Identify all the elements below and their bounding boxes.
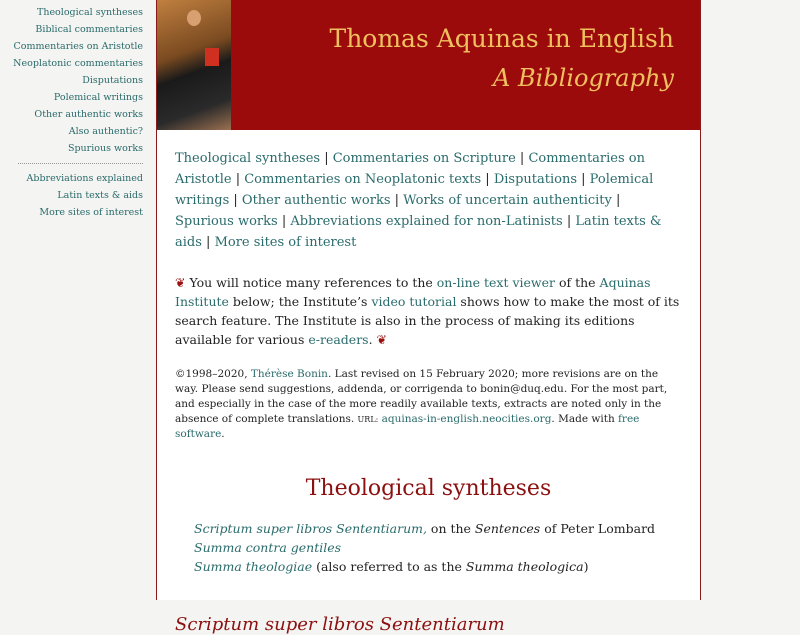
fleuron-icon: ❦: [376, 332, 388, 347]
sidebar-link[interactable]: Neoplatonic commentaries: [13, 58, 143, 69]
nav-link[interactable]: Commentaries on Aristotle: [175, 151, 645, 187]
author-link[interactable]: Thérèse Bonin: [250, 368, 328, 380]
e-readers-link[interactable]: e-readers: [308, 332, 369, 347]
nav-link[interactable]: Commentaries on Scripture: [332, 151, 516, 166]
nav-link[interactable]: Theological syntheses: [175, 151, 321, 166]
nav-link[interactable]: Commentaries on Neoplatonic texts: [244, 172, 482, 187]
video-tutorial-link[interactable]: video tutorial: [371, 294, 457, 309]
works-list: [157, 519, 700, 576]
text-viewer-link[interactable]: on-line text viewer: [436, 275, 555, 290]
notice: ❦ You will notice many references to the on-line text viewer of the Aquinas Institute below; the Institute’s video tutorial shows how to make the most of its search feature. The Institute is also in the process of making its editions available for various e-readers. ❦: [175, 275, 680, 347]
sidebar-link[interactable]: More sites of interest: [39, 207, 143, 218]
site-title: Thomas Aquinas in English: [329, 24, 674, 53]
sidebar-link[interactable]: Disputations: [82, 75, 143, 86]
sidebar-divider: [18, 163, 143, 164]
sidebar-link[interactable]: Abbreviations explained: [26, 173, 143, 184]
subsection-heading: Scriptum super libros Sententiarum: [175, 614, 505, 635]
work-link[interactable]: Summa contra gentiles: [194, 540, 342, 555]
main-page: [156, 0, 701, 635]
nav-link[interactable]: Abbreviations explained for non-Latinists: [290, 214, 563, 229]
nav-link[interactable]: Other authentic works: [241, 193, 391, 208]
sidebar-link[interactable]: Biblical commentaries: [35, 24, 143, 35]
sidebar-link[interactable]: Commentaries on Aristotle: [13, 41, 143, 52]
sidebar-link[interactable]: Also authentic?: [68, 126, 143, 137]
list-item: Scriptum super libros Sententiarum, on the Sentences of Peter Lombard: [194, 521, 656, 536]
nav-link[interactable]: Disputations: [493, 172, 577, 187]
free-software-link[interactable]: free software: [175, 413, 640, 440]
site-url-link[interactable]: aquinas-in-english.neocities.org: [381, 413, 552, 425]
sidebar-link[interactable]: Latin texts & aids: [57, 190, 143, 201]
header-banner: [157, 0, 700, 130]
work-link[interactable]: Scriptum super libros Sententiarum,: [194, 521, 427, 536]
section-nav: Theological syntheses | Commentaries on Scripture | Commentaries on Aristotle | Commentaries on Neoplatonic texts | Disputations | Polemical writings | Other authentic works | Works of uncertain authenticity | Spurious works | Abbreviations explained for non-Latinists | Latin texts & aids | More sites of interest: [175, 151, 662, 250]
sidebar-link[interactable]: Other authentic works: [34, 109, 143, 120]
list-item: Summa theologiae (also referred to as the Summa theologica): [194, 559, 589, 574]
section-heading: Theological syntheses: [305, 476, 552, 501]
aquinas-institute-link[interactable]: Aquinas Institute: [175, 275, 651, 309]
nav-link[interactable]: More sites of interest: [214, 235, 357, 250]
nav-link[interactable]: Latin texts & aids: [175, 214, 662, 250]
sidebar-link[interactable]: Theological syntheses: [36, 7, 143, 18]
site-subtitle: A Bibliography: [493, 64, 674, 92]
list-item: [194, 538, 700, 557]
sidebar-link[interactable]: Spurious works: [67, 143, 143, 154]
aquinas-portrait: [157, 0, 231, 130]
nav-link[interactable]: Spurious works: [175, 214, 278, 229]
nav-link[interactable]: Works of uncertain authenticity: [403, 193, 612, 208]
sidebar: [0, 0, 143, 221]
credits: ©1998–2020, Thérèse Bonin. Last revised on 15 February 2020; more revisions are on the way. Please send suggestions, addenda, or corrigenda to bonin@duq.edu. For the most part, and especially in the case of the more readily available texts, extracts are noted only in the absence of complete translations. URL: aquinas-in-english.neocities.org. Made with free software.: [175, 368, 668, 440]
sidebar-link[interactable]: Polemical writings: [53, 92, 143, 103]
nav-link[interactable]: Polemical writings: [175, 172, 654, 208]
fleuron-icon: ❦: [175, 275, 186, 290]
work-link[interactable]: Summa theologiae: [194, 559, 313, 574]
